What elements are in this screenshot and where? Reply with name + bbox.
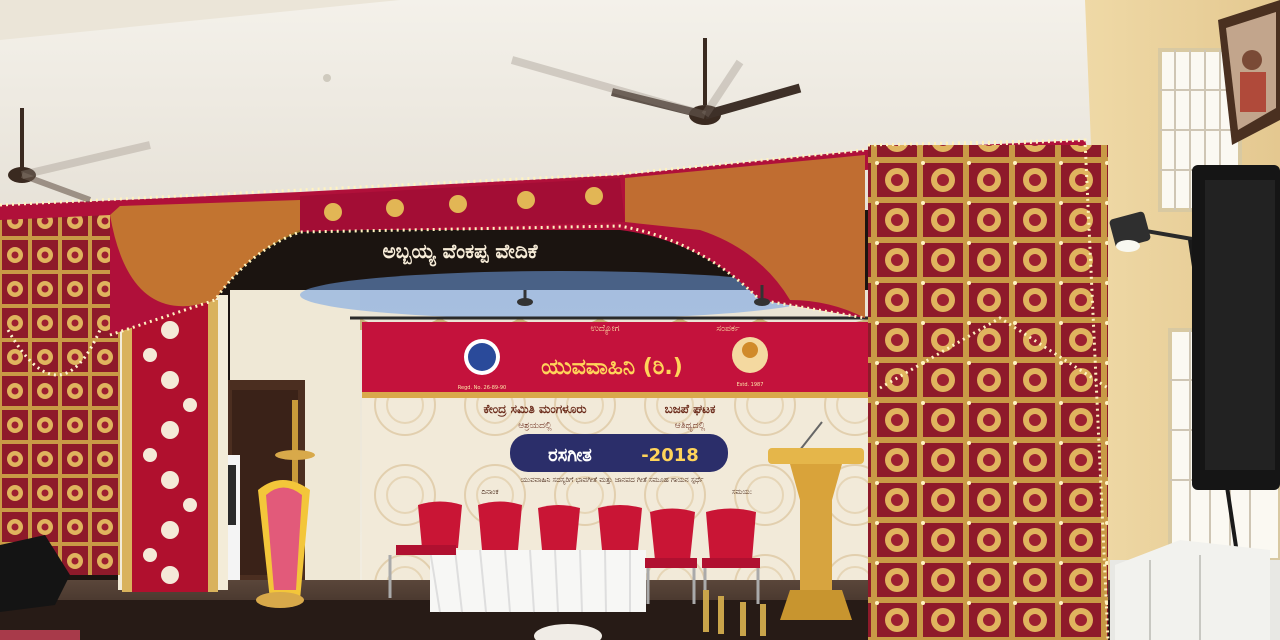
dais-table bbox=[430, 550, 646, 612]
event-name: ರಸಗೀತ bbox=[548, 445, 592, 466]
banner-top-right-text: ಸಂಪರ್ಕ bbox=[716, 324, 740, 334]
arch-title: ಅಬ್ಬಯ್ಯ ವೆಂಕಪ್ಪ ವೇದಿಕೆ bbox=[382, 239, 538, 263]
right-tile-panel bbox=[868, 140, 1108, 640]
org-name: ಯುವವಾಹಿನಿ (ರಿ.) bbox=[541, 355, 683, 380]
left-role: ಆಶ್ರಯದಲ್ಲಿ bbox=[518, 421, 552, 431]
chair-icon bbox=[478, 502, 522, 551]
right-unit: ಬಜಪೆ ಘಟಕ bbox=[664, 402, 716, 416]
chair-icon bbox=[538, 505, 580, 550]
left-tile-panel bbox=[0, 205, 120, 575]
speaker-icon bbox=[1192, 165, 1280, 490]
event-year: -2018 bbox=[641, 445, 699, 466]
event-subtitle: ಯುವವಾಹಿನಿ ಸದಸ್ಯರಿಗೆ ಭಾವಗೀತೆ ಮತ್ತು ಜಾನಪದ ಗೀತೆ ಸಮೂಹ ಗಾಯನ ಸ್ಪರ್ಧೆ bbox=[520, 476, 704, 484]
regd-no: Regd. No. 26-89-90 bbox=[457, 385, 507, 391]
date-label: ದಿನಾಂಕ bbox=[481, 488, 499, 496]
banner-top-left-text: ಉದ್ಯೋಗ bbox=[590, 324, 620, 334]
estd-year: Estd. 1987 bbox=[736, 382, 764, 388]
chair-icon bbox=[598, 505, 642, 550]
left-unit: ಕೇಂದ್ರ ಸಮಿತಿ ಮಂಗಳೂರು bbox=[483, 402, 587, 416]
time-label: ಸಮಯ: bbox=[731, 488, 753, 496]
ceiling-light bbox=[323, 74, 331, 82]
right-role: ಆತಿಥ್ಯದಲ್ಲಿ bbox=[674, 421, 706, 431]
left-pillar bbox=[118, 295, 228, 592]
